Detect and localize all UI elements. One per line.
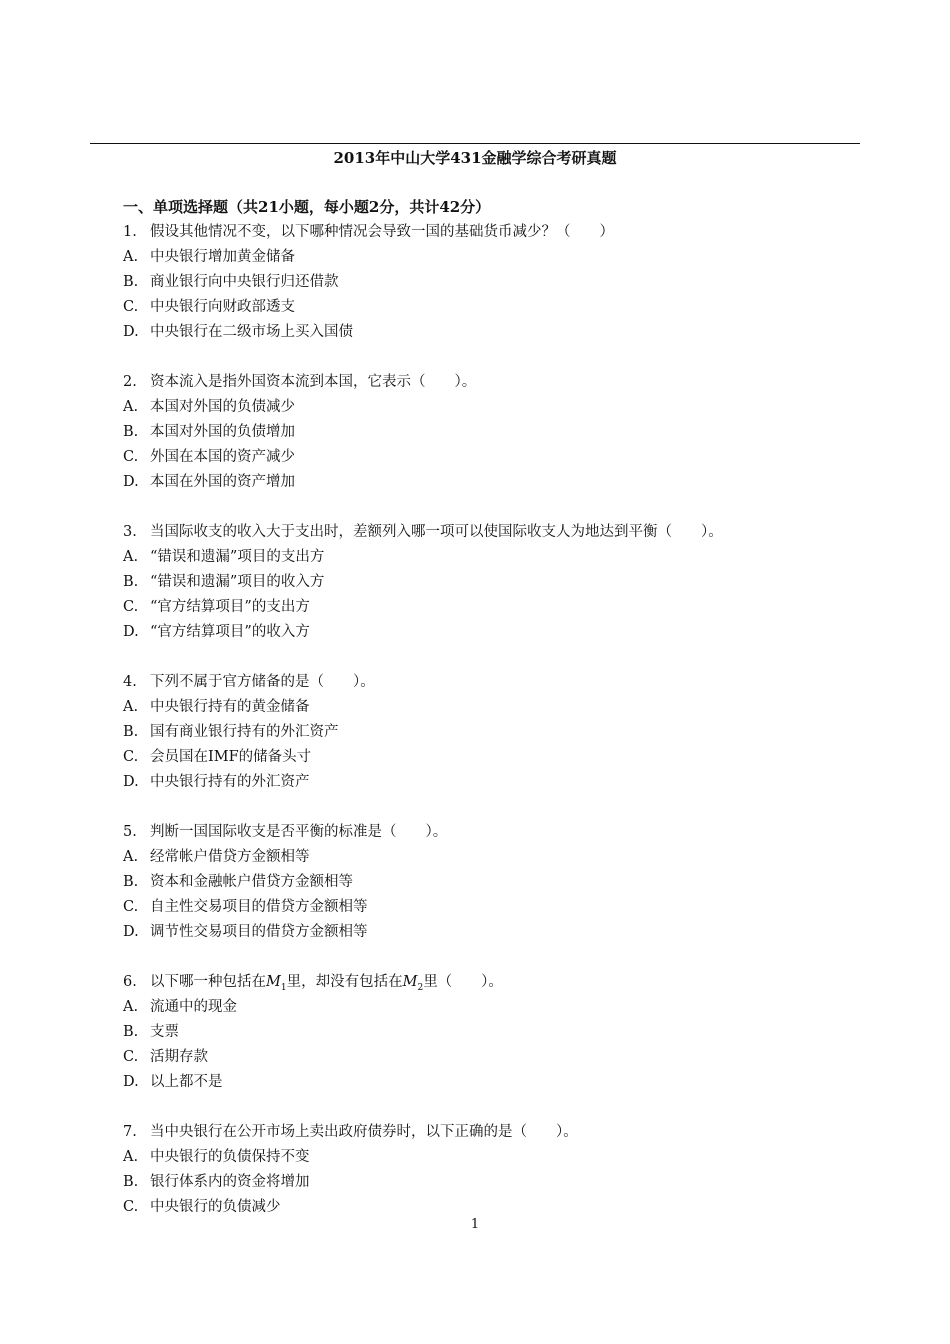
math-letter: M (402, 974, 418, 990)
question-stem (123, 370, 853, 395)
option-text: 国有商业银行持有的外汇资产 (150, 724, 339, 740)
question-number: 6. (123, 974, 137, 990)
option-b (123, 1170, 853, 1195)
option-letter: A. (123, 249, 139, 265)
question-text: 判断一国国际收支是否平衡的标准是（ ）。 (150, 824, 448, 840)
section-heading: 一、单项选择题（共21小题，每小题2分，共计42分） (123, 198, 491, 216)
option-a (123, 545, 853, 570)
document-title: 2013年中山大学431金融学综合考研真题 (333, 149, 617, 167)
option-letter: D. (123, 774, 139, 790)
question-number: 2. (123, 374, 137, 390)
option-b (123, 270, 853, 295)
option-letter: A. (123, 699, 139, 715)
option-text: “官方结算项目”的支出方 (150, 599, 310, 615)
question-text-part: 里（ ）。 (423, 974, 503, 990)
question-number: 4. (123, 674, 137, 690)
option-d (123, 320, 853, 345)
option-text: 活期存款 (150, 1049, 208, 1065)
option-text: 中央银行持有的黄金储备 (150, 699, 310, 715)
math-subscript: 2 (417, 982, 424, 993)
option-text: 本国对外国的负债减少 (150, 399, 295, 415)
option-text: 中央银行增加黄金储备 (150, 249, 295, 265)
question-2 (123, 370, 853, 495)
option-text: 中央银行向财政部透支 (150, 299, 295, 315)
option-text: “官方结算项目”的收入方 (150, 624, 310, 640)
option-letter: B. (123, 1174, 139, 1190)
option-d (123, 920, 853, 945)
option-b (123, 1020, 853, 1045)
option-b (123, 720, 853, 745)
option-c (123, 745, 853, 770)
option-letter: D. (123, 1074, 139, 1090)
option-letter: C. (123, 1049, 139, 1065)
option-text: 本国在外国的资产增加 (150, 474, 295, 490)
option-letter: C. (123, 449, 139, 465)
option-d (123, 770, 853, 795)
option-text: 调节性交易项目的借贷方金额相等 (150, 924, 368, 940)
question-number: 5. (123, 824, 137, 840)
option-letter: B. (123, 424, 139, 440)
option-a (123, 695, 853, 720)
option-text: “错误和遗漏”项目的收入方 (150, 574, 325, 590)
option-a (123, 245, 853, 270)
question-stem (123, 220, 853, 245)
option-letter: D. (123, 924, 139, 940)
option-letter: C. (123, 1199, 139, 1215)
question-text-part: 以下哪一种包括在 (150, 974, 266, 990)
option-text: 自主性交易项目的借贷方金额相等 (150, 899, 368, 915)
question-number: 3. (123, 524, 137, 540)
question-6 (123, 970, 853, 1095)
option-letter: A. (123, 549, 139, 565)
option-letter: B. (123, 1024, 139, 1040)
option-c (123, 895, 853, 920)
question-number: 7. (123, 1124, 137, 1140)
option-text: 经常帐户借贷方金额相等 (150, 849, 310, 865)
math-m2 (402, 974, 424, 993)
math-subscript: 1 (280, 982, 287, 993)
question-number: 1. (123, 224, 137, 240)
option-letter: C. (123, 599, 139, 615)
option-d (123, 470, 853, 495)
question-4 (123, 670, 853, 795)
option-text: 中央银行在二级市场上买入国债 (150, 324, 353, 340)
question-text: 当中央银行在公开市场上卖出政府债券时，以下正确的是（ ）。 (150, 1124, 578, 1140)
option-letter: A. (123, 399, 139, 415)
option-b (123, 870, 853, 895)
question-stem (123, 670, 853, 695)
option-letter: D. (123, 624, 139, 640)
option-a (123, 845, 853, 870)
option-text: 中央银行持有的外汇资产 (150, 774, 310, 790)
option-letter: A. (123, 999, 139, 1015)
option-text: 外国在本国的资产减少 (150, 449, 295, 465)
question-text: 假设其他情况不变，以下哪种情况会导致一国的基础货币减少？（ ） (150, 224, 614, 240)
option-text: 以上都不是 (150, 1074, 223, 1090)
option-letter: B. (123, 274, 139, 290)
option-letter: B. (123, 724, 139, 740)
option-a (123, 995, 853, 1020)
option-text: 会员国在IMF的储备头寸 (150, 749, 312, 765)
option-c (123, 595, 853, 620)
option-letter: A. (123, 849, 139, 865)
question-text-part: 里，却没有包括在 (286, 974, 403, 990)
option-d (123, 1070, 853, 1095)
option-text: 商业银行向中央银行归还借款 (150, 274, 339, 290)
header-rule (90, 143, 860, 144)
option-text: 中央银行的负债保持不变 (150, 1149, 310, 1165)
document-body (123, 196, 853, 1245)
option-letter: B. (123, 574, 139, 590)
option-letter: A. (123, 1149, 139, 1165)
option-text: “错误和遗漏”项目的支出方 (150, 549, 325, 565)
question-5 (123, 820, 853, 945)
option-text: 中央银行的负债减少 (150, 1199, 281, 1215)
option-letter: B. (123, 874, 139, 890)
option-c (123, 1045, 853, 1070)
question-stem (123, 820, 853, 845)
question-1 (123, 220, 853, 345)
option-text: 支票 (150, 1024, 179, 1040)
math-letter: M (266, 974, 281, 990)
question-stem (123, 970, 853, 995)
option-text: 资本和金融帐户借贷方金额相等 (150, 874, 353, 890)
question-text: 下列不属于官方储备的是（ ）。 (150, 674, 375, 690)
option-letter: C. (123, 899, 139, 915)
question-3 (123, 520, 853, 645)
option-text: 流通中的现金 (150, 999, 237, 1015)
option-c (123, 445, 853, 470)
option-letter: D. (123, 474, 139, 490)
option-b (123, 420, 853, 445)
question-7 (123, 1120, 853, 1220)
option-letter: C. (123, 749, 139, 765)
option-letter: C. (123, 299, 139, 315)
option-a (123, 395, 853, 420)
question-text: 当国际收支的收入大于支出时，差额列入哪一项可以使国际收支人为地达到平衡（ ）。 (150, 524, 723, 540)
option-a (123, 1145, 853, 1170)
question-stem (123, 1120, 853, 1145)
option-text: 本国对外国的负债增加 (150, 424, 295, 440)
option-letter: D. (123, 324, 139, 340)
option-b (123, 570, 853, 595)
option-d (123, 620, 853, 645)
question-text: 资本流入是指外国资本流到本国，它表示（ ）。 (150, 374, 477, 390)
option-text: 银行体系内的资金将增加 (150, 1174, 310, 1190)
question-stem (123, 520, 853, 545)
option-c (123, 295, 853, 320)
page-number: 1 (470, 1217, 480, 1232)
math-m1 (266, 974, 287, 993)
